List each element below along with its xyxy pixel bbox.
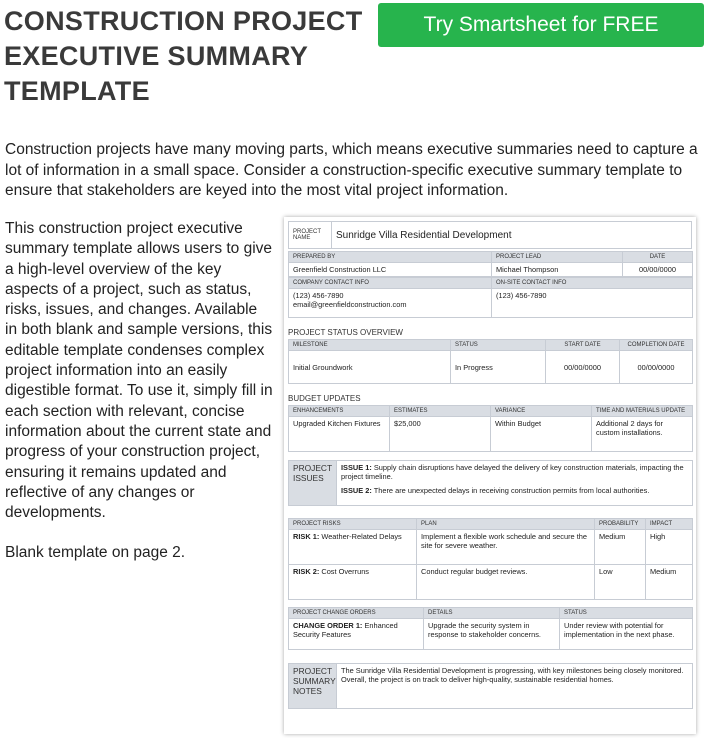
status-value: In Progress [451,351,546,384]
company-email: email@greenfieldconstruction.com [293,300,407,309]
change-1-status: Under review with potential for implementation in the next phase. [560,619,693,650]
project-lead: Michael Thompson [492,263,623,277]
template-preview [284,217,696,734]
issue-1-label: ISSUE 1: [341,463,372,472]
intro-paragraph: Construction projects have many moving parts, which means executive summaries need to capture a lot of information in a small space. Consider a construction-specific executive summary template to ensure that stakeholders are keyed into the most vital project information. [5,141,698,199]
project-info-block [288,221,692,318]
prepared-by-label: PREPARED BY [289,252,492,263]
summary-notes-text: The Sunridge Villa Residential Development is progressing, with key milestones being closely monitored. Overall, the project is on track to deliver high-quality, sustainable residential homes. [337,664,693,709]
risk-1-plan: Implement a flexible work schedule and secure the site for severe weather. [417,530,595,565]
budget-header-variance: VARIANCE [491,406,592,417]
project-name-label: PROJECT NAME [289,222,332,249]
page-title: CONSTRUCTION PROJECT EXECUTIVE SUMMARY TEMPLATE [4,6,363,106]
risks-header-plan: PLAN [417,519,595,530]
risk-2-label: RISK 2: [293,567,320,576]
budget-title: BUDGET UPDATES [288,394,361,403]
budget-header-enhancements: ENHANCEMENTS [289,406,390,417]
budget-block [288,394,692,452]
status-header-start: START DATE [546,340,620,351]
project-lead-label: PROJECT LEAD [492,252,623,263]
budget-variance: Within Budget [491,417,592,452]
risk-1-text: Weather-Related Delays [321,532,402,541]
budget-enhancement: Upgraded Kitchen Fixtures [289,417,390,452]
issues-label: PROJECT ISSUES [289,461,337,506]
change-1-details: Upgrade the security system in response to stakeholder concerns. [424,619,560,650]
change-1-label: CHANGE ORDER 1: [293,621,363,630]
issue-1-text: Supply chain disruptions have delayed the delivery of key construction materials, impacting the project timeline. [341,463,684,481]
status-overview-block [288,328,692,384]
budget-header-estimates: ESTIMATES [390,406,491,417]
blank-template-note: Blank template on page 2. [5,544,186,561]
status-header-status: STATUS [451,340,546,351]
date-value: 00/00/0000 [623,263,693,277]
risk-2-impact: Medium [646,565,693,600]
onsite-phone: (123) 456-7890 [496,291,547,300]
date-label: DATE [623,252,693,263]
risk-1-impact: High [646,530,693,565]
risks-header: PROJECT RISKS [289,519,417,530]
risk-2-text: Cost Overruns [321,567,370,576]
change-orders-header-details: DETAILS [424,608,560,619]
change-orders-header: PROJECT CHANGE ORDERS [289,608,424,619]
issue-2-label: ISSUE 2: [341,486,372,495]
budget-estimate: $25,000 [390,417,491,452]
change-orders-block [288,607,692,650]
company-phone: (123) 456-7890 [293,291,344,300]
summary-notes-label: PROJECT SUMMARY NOTES [289,664,337,709]
issue-2 [341,486,688,495]
issue-2-text: There are unexpected delays in receiving construction permits from local authorities. [373,486,650,495]
status-milestone: Initial Groundwork [289,351,451,384]
description-paragraph: This construction project executive summary template allows users to give a high-level overview of the key aspects of a project, such as status, risks, issues, and changes. Available in both blank and sample versions, this editable template condenses complex project information into an easily digestible format. To use it, simply fill in each section with relevant, concise information about the current state and progress of your construction project, ensuring it remains updated and reflective of any changes or developments. [5,220,273,522]
status-header-completion: COMPLETION DATE [620,340,693,351]
budget-header-time-materials: TIME AND MATERIALS UPDATE [592,406,693,417]
budget-time-materials: Additional 2 days for custom installations. [592,417,693,452]
risk-1-probability: Medium [595,530,646,565]
summary-notes-block [288,663,692,709]
risk-2-plan: Conduct regular budget reviews. [417,565,595,600]
status-overview-title: PROJECT STATUS OVERVIEW [288,328,403,337]
status-header-milestone: MILESTONE [289,340,451,351]
onsite-contact-label: ON-SITE CONTACT INFO [492,278,693,289]
try-smartsheet-button[interactable]: Try Smartsheet for FREE [378,3,704,47]
risks-header-impact: IMPACT [646,519,693,530]
status-completion-date: 00/00/0000 [620,351,693,384]
change-1-text: Enhanced Security Features [293,621,398,639]
change-orders-header-status: STATUS [560,608,693,619]
risk-2-probability: Low [595,565,646,600]
risk-1-label: RISK 1: [293,532,320,541]
company-contact-label: COMPANY CONTACT INFO [289,278,492,289]
risks-header-probability: PROBABILITY [595,519,646,530]
project-name: Sunridge Villa Residential Development [332,222,692,249]
prepared-by: Greenfield Construction LLC [289,263,492,277]
status-start-date: 00/00/0000 [546,351,620,384]
risks-block [288,518,692,600]
issues-block [288,460,692,506]
issue-1 [341,463,688,481]
